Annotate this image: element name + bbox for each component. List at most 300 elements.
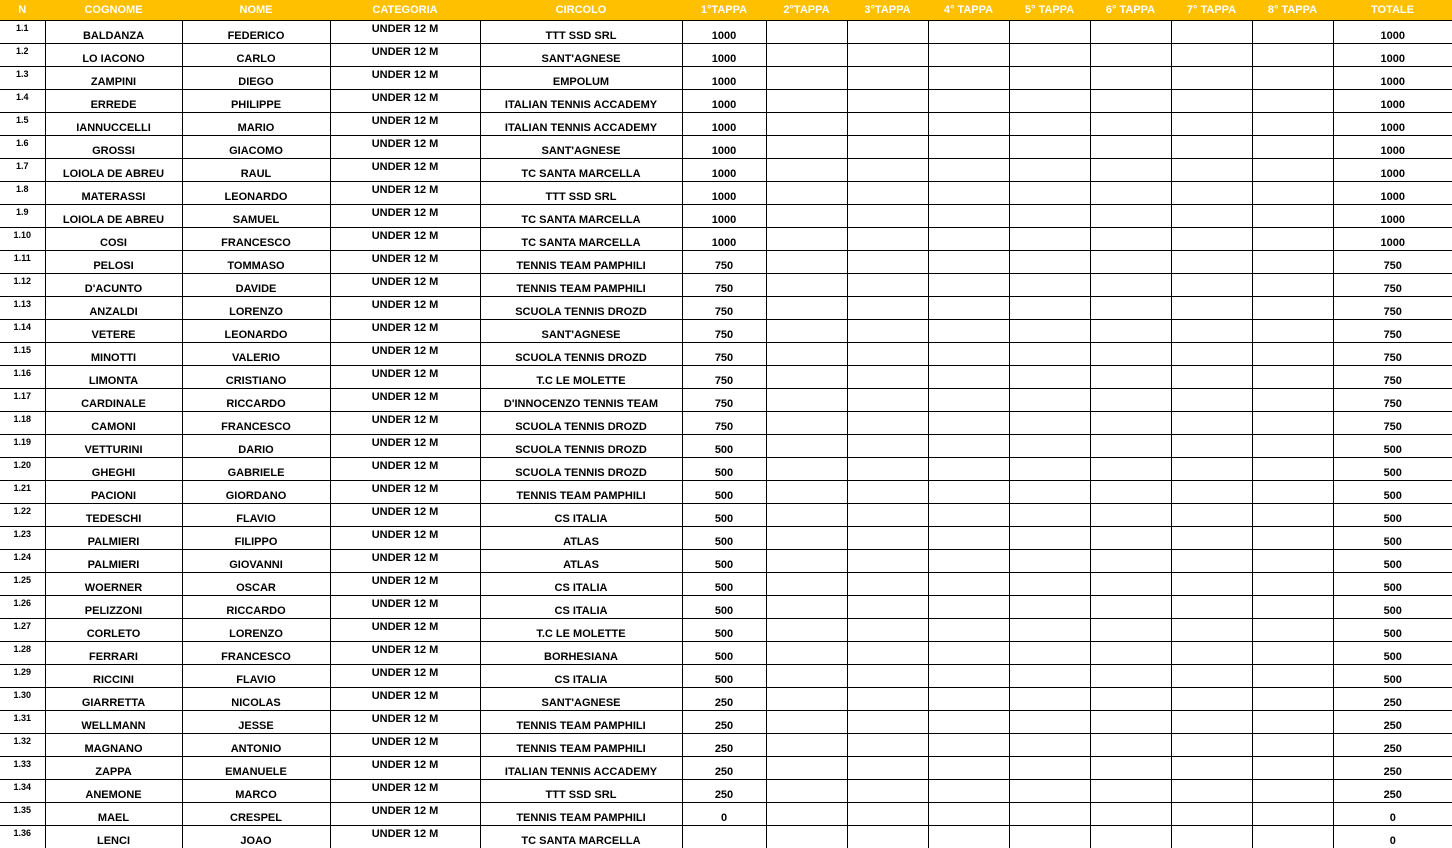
cell-tappa-6 xyxy=(1090,251,1171,274)
cell-tappa-6 xyxy=(1090,619,1171,642)
cell-circolo: SCUOLA TENNIS DROZD xyxy=(480,412,682,435)
cell-circolo: SCUOLA TENNIS DROZD xyxy=(480,458,682,481)
cell-tappa-5 xyxy=(1009,251,1090,274)
cell-tappa-4 xyxy=(928,596,1009,619)
cell-tappa-8 xyxy=(1252,688,1333,711)
cell-n: 1.22 xyxy=(0,504,45,527)
cell-tappa-1: 0 xyxy=(682,803,766,826)
cell-tappa-3 xyxy=(847,320,928,343)
cell-n: 1.13 xyxy=(0,297,45,320)
cell-tappa-3 xyxy=(847,573,928,596)
cell-categoria: UNDER 12 M xyxy=(330,343,480,366)
cell-tappa-1: 1000 xyxy=(682,205,766,228)
cell-tappa-7 xyxy=(1171,803,1252,826)
cell-tappa-2 xyxy=(766,757,847,780)
header-tappa-2: 2°TAPPA xyxy=(766,0,847,21)
cell-tappa-1: 750 xyxy=(682,274,766,297)
cell-tappa-5 xyxy=(1009,573,1090,596)
table-row xyxy=(0,435,1452,458)
cell-nome: VALERIO xyxy=(182,343,330,366)
cell-circolo: TENNIS TEAM PAMPHILI xyxy=(480,711,682,734)
cell-tappa-3 xyxy=(847,504,928,527)
cell-tappa-6 xyxy=(1090,826,1171,848)
cell-nome: PHILIPPE xyxy=(182,90,330,113)
cell-categoria: UNDER 12 M xyxy=(330,251,480,274)
cell-totale: 500 xyxy=(1333,619,1452,642)
cell-tappa-2 xyxy=(766,527,847,550)
cell-tappa-1: 250 xyxy=(682,688,766,711)
cell-tappa-1: 250 xyxy=(682,711,766,734)
cell-tappa-4 xyxy=(928,182,1009,205)
cell-tappa-4 xyxy=(928,389,1009,412)
cell-tappa-5 xyxy=(1009,205,1090,228)
table-row xyxy=(0,320,1452,343)
cell-tappa-8 xyxy=(1252,251,1333,274)
cell-tappa-8 xyxy=(1252,297,1333,320)
cell-nome: RICCARDO xyxy=(182,389,330,412)
cell-tappa-3 xyxy=(847,297,928,320)
cell-totale: 750 xyxy=(1333,412,1452,435)
cell-tappa-4 xyxy=(928,251,1009,274)
cell-categoria: UNDER 12 M xyxy=(330,711,480,734)
cell-cognome: BALDANZA xyxy=(45,21,182,44)
cell-cognome: GHEGHI xyxy=(45,458,182,481)
cell-tappa-1: 750 xyxy=(682,366,766,389)
cell-tappa-3 xyxy=(847,113,928,136)
cell-tappa-5 xyxy=(1009,343,1090,366)
cell-tappa-8 xyxy=(1252,205,1333,228)
cell-tappa-4 xyxy=(928,619,1009,642)
cell-tappa-6 xyxy=(1090,297,1171,320)
cell-tappa-8 xyxy=(1252,619,1333,642)
cell-tappa-1: 250 xyxy=(682,780,766,803)
cell-nome: RAUL xyxy=(182,159,330,182)
cell-tappa-6 xyxy=(1090,274,1171,297)
cell-tappa-8 xyxy=(1252,596,1333,619)
cell-n: 1.19 xyxy=(0,435,45,458)
cell-categoria: UNDER 12 M xyxy=(330,573,480,596)
cell-tappa-2 xyxy=(766,619,847,642)
cell-cognome: CARDINALE xyxy=(45,389,182,412)
cell-tappa-3 xyxy=(847,67,928,90)
cell-cognome: MINOTTI xyxy=(45,343,182,366)
header-tappa-6: 6° TAPPA xyxy=(1090,0,1171,21)
cell-totale: 1000 xyxy=(1333,205,1452,228)
cell-tappa-5 xyxy=(1009,159,1090,182)
cell-tappa-3 xyxy=(847,711,928,734)
cell-tappa-6 xyxy=(1090,412,1171,435)
cell-tappa-7 xyxy=(1171,412,1252,435)
table-row xyxy=(0,113,1452,136)
cell-n: 1.16 xyxy=(0,366,45,389)
cell-tappa-1: 500 xyxy=(682,619,766,642)
table-row xyxy=(0,412,1452,435)
cell-tappa-1: 1000 xyxy=(682,228,766,251)
cell-totale: 250 xyxy=(1333,734,1452,757)
cell-nome: DIEGO xyxy=(182,67,330,90)
cell-categoria: UNDER 12 M xyxy=(330,366,480,389)
cell-cognome: LOIOLA DE ABREU xyxy=(45,205,182,228)
cell-tappa-1: 500 xyxy=(682,642,766,665)
cell-tappa-3 xyxy=(847,21,928,44)
cell-n: 1.2 xyxy=(0,44,45,67)
cell-tappa-2 xyxy=(766,366,847,389)
cell-nome: MARIO xyxy=(182,113,330,136)
cell-categoria: UNDER 12 M xyxy=(330,619,480,642)
cell-nome: GABRIELE xyxy=(182,458,330,481)
cell-tappa-8 xyxy=(1252,458,1333,481)
cell-tappa-6 xyxy=(1090,389,1171,412)
cell-tappa-5 xyxy=(1009,228,1090,251)
cell-tappa-4 xyxy=(928,435,1009,458)
cell-circolo: TENNIS TEAM PAMPHILI xyxy=(480,251,682,274)
table-row xyxy=(0,826,1452,848)
cell-tappa-2 xyxy=(766,803,847,826)
cell-tappa-3 xyxy=(847,412,928,435)
cell-categoria: UNDER 12 M xyxy=(330,688,480,711)
cell-tappa-4 xyxy=(928,67,1009,90)
cell-nome: LEONARDO xyxy=(182,182,330,205)
cell-tappa-7 xyxy=(1171,251,1252,274)
cell-totale: 250 xyxy=(1333,780,1452,803)
cell-tappa-4 xyxy=(928,642,1009,665)
cell-tappa-4 xyxy=(928,803,1009,826)
cell-n: 1.21 xyxy=(0,481,45,504)
cell-circolo: T.C LE MOLETTE xyxy=(480,619,682,642)
cell-categoria: UNDER 12 M xyxy=(330,389,480,412)
cell-circolo: SANT'AGNESE xyxy=(480,688,682,711)
table-row xyxy=(0,780,1452,803)
cell-circolo: EMPOLUM xyxy=(480,67,682,90)
cell-tappa-2 xyxy=(766,90,847,113)
table-row xyxy=(0,251,1452,274)
table-row xyxy=(0,228,1452,251)
cell-totale: 500 xyxy=(1333,573,1452,596)
cell-categoria: UNDER 12 M xyxy=(330,550,480,573)
cell-tappa-2 xyxy=(766,734,847,757)
cell-tappa-8 xyxy=(1252,228,1333,251)
cell-n: 1.24 xyxy=(0,550,45,573)
cell-tappa-7 xyxy=(1171,67,1252,90)
cell-circolo: D'INNOCENZO TENNIS TEAM xyxy=(480,389,682,412)
cell-tappa-3 xyxy=(847,780,928,803)
cell-n: 1.12 xyxy=(0,274,45,297)
cell-tappa-2 xyxy=(766,21,847,44)
cell-tappa-6 xyxy=(1090,665,1171,688)
cell-tappa-6 xyxy=(1090,21,1171,44)
cell-tappa-3 xyxy=(847,228,928,251)
cell-nome: DARIO xyxy=(182,435,330,458)
cell-tappa-5 xyxy=(1009,366,1090,389)
table-row xyxy=(0,458,1452,481)
cell-tappa-1: 750 xyxy=(682,343,766,366)
cell-tappa-5 xyxy=(1009,274,1090,297)
cell-tappa-3 xyxy=(847,136,928,159)
cell-categoria: UNDER 12 M xyxy=(330,320,480,343)
cell-tappa-7 xyxy=(1171,297,1252,320)
cell-n: 1.9 xyxy=(0,205,45,228)
cell-cognome: GIARRETTA xyxy=(45,688,182,711)
cell-tappa-4 xyxy=(928,274,1009,297)
cell-tappa-8 xyxy=(1252,343,1333,366)
cell-tappa-3 xyxy=(847,44,928,67)
cell-cognome: FERRARI xyxy=(45,642,182,665)
cell-totale: 250 xyxy=(1333,757,1452,780)
cell-tappa-1: 250 xyxy=(682,734,766,757)
cell-nome: TOMMASO xyxy=(182,251,330,274)
cell-tappa-3 xyxy=(847,481,928,504)
cell-tappa-4 xyxy=(928,527,1009,550)
cell-tappa-4 xyxy=(928,458,1009,481)
cell-tappa-1: 750 xyxy=(682,297,766,320)
table-row xyxy=(0,389,1452,412)
cell-cognome: MAGNANO xyxy=(45,734,182,757)
cell-tappa-3 xyxy=(847,366,928,389)
cell-n: 1.27 xyxy=(0,619,45,642)
cell-tappa-1: 1000 xyxy=(682,113,766,136)
cell-categoria: UNDER 12 M xyxy=(330,435,480,458)
cell-tappa-8 xyxy=(1252,320,1333,343)
cell-tappa-2 xyxy=(766,320,847,343)
table-row xyxy=(0,711,1452,734)
cell-circolo: CS ITALIA xyxy=(480,573,682,596)
cell-circolo: TC SANTA MARCELLA xyxy=(480,205,682,228)
cell-tappa-4 xyxy=(928,412,1009,435)
cell-tappa-6 xyxy=(1090,435,1171,458)
cell-tappa-4 xyxy=(928,711,1009,734)
table-row xyxy=(0,159,1452,182)
table-row xyxy=(0,343,1452,366)
cell-tappa-7 xyxy=(1171,44,1252,67)
cell-tappa-6 xyxy=(1090,504,1171,527)
cell-tappa-1: 500 xyxy=(682,481,766,504)
table-row xyxy=(0,366,1452,389)
cell-tappa-8 xyxy=(1252,550,1333,573)
cell-cognome: LOIOLA DE ABREU xyxy=(45,159,182,182)
cell-nome: EMANUELE xyxy=(182,757,330,780)
cell-categoria: UNDER 12 M xyxy=(330,182,480,205)
cell-tappa-5 xyxy=(1009,642,1090,665)
cell-circolo: ATLAS xyxy=(480,550,682,573)
cell-tappa-8 xyxy=(1252,734,1333,757)
cell-categoria: UNDER 12 M xyxy=(330,136,480,159)
cell-circolo: SANT'AGNESE xyxy=(480,320,682,343)
cell-nome: DAVIDE xyxy=(182,274,330,297)
cell-tappa-1: 500 xyxy=(682,550,766,573)
cell-tappa-3 xyxy=(847,550,928,573)
header-tappa-7: 7° TAPPA xyxy=(1171,0,1252,21)
cell-tappa-5 xyxy=(1009,90,1090,113)
cell-n: 1.20 xyxy=(0,458,45,481)
cell-tappa-5 xyxy=(1009,67,1090,90)
cell-tappa-4 xyxy=(928,734,1009,757)
cell-tappa-6 xyxy=(1090,320,1171,343)
cell-tappa-6 xyxy=(1090,757,1171,780)
header-nome: NOME xyxy=(182,0,330,21)
cell-tappa-7 xyxy=(1171,458,1252,481)
cell-cognome: COSI xyxy=(45,228,182,251)
cell-circolo: CS ITALIA xyxy=(480,665,682,688)
cell-tappa-7 xyxy=(1171,734,1252,757)
cell-tappa-3 xyxy=(847,251,928,274)
cell-n: 1.18 xyxy=(0,412,45,435)
cell-tappa-8 xyxy=(1252,504,1333,527)
cell-tappa-7 xyxy=(1171,619,1252,642)
cell-nome: OSCAR xyxy=(182,573,330,596)
header-tappa-8: 8° TAPPA xyxy=(1252,0,1333,21)
cell-tappa-7 xyxy=(1171,90,1252,113)
cell-circolo: SCUOLA TENNIS DROZD xyxy=(480,297,682,320)
cell-nome: GIORDANO xyxy=(182,481,330,504)
cell-tappa-5 xyxy=(1009,527,1090,550)
cell-n: 1.11 xyxy=(0,251,45,274)
cell-tappa-4 xyxy=(928,757,1009,780)
cell-tappa-2 xyxy=(766,228,847,251)
cell-tappa-4 xyxy=(928,159,1009,182)
cell-totale: 500 xyxy=(1333,504,1452,527)
cell-tappa-2 xyxy=(766,274,847,297)
cell-n: 1.34 xyxy=(0,780,45,803)
cell-cognome: CAMONI xyxy=(45,412,182,435)
cell-tappa-2 xyxy=(766,113,847,136)
cell-tappa-3 xyxy=(847,596,928,619)
cell-tappa-5 xyxy=(1009,596,1090,619)
cell-circolo: SCUOLA TENNIS DROZD xyxy=(480,435,682,458)
cell-totale: 1000 xyxy=(1333,44,1452,67)
cell-tappa-8 xyxy=(1252,711,1333,734)
cell-tappa-8 xyxy=(1252,67,1333,90)
cell-n: 1.4 xyxy=(0,90,45,113)
cell-totale: 750 xyxy=(1333,274,1452,297)
cell-tappa-7 xyxy=(1171,550,1252,573)
cell-totale: 250 xyxy=(1333,688,1452,711)
cell-totale: 750 xyxy=(1333,343,1452,366)
cell-tappa-6 xyxy=(1090,780,1171,803)
cell-tappa-1: 500 xyxy=(682,458,766,481)
cell-tappa-4 xyxy=(928,320,1009,343)
cell-nome: CRISTIANO xyxy=(182,366,330,389)
cell-tappa-5 xyxy=(1009,297,1090,320)
cell-tappa-7 xyxy=(1171,527,1252,550)
cell-tappa-5 xyxy=(1009,780,1090,803)
cell-tappa-2 xyxy=(766,136,847,159)
cell-totale: 1000 xyxy=(1333,90,1452,113)
cell-tappa-1: 1000 xyxy=(682,90,766,113)
cell-tappa-6 xyxy=(1090,67,1171,90)
cell-tappa-4 xyxy=(928,573,1009,596)
cell-tappa-8 xyxy=(1252,481,1333,504)
cell-cognome: PELIZZONI xyxy=(45,596,182,619)
cell-categoria: UNDER 12 M xyxy=(330,297,480,320)
cell-tappa-6 xyxy=(1090,182,1171,205)
cell-tappa-8 xyxy=(1252,21,1333,44)
cell-n: 1.8 xyxy=(0,182,45,205)
cell-tappa-1: 500 xyxy=(682,573,766,596)
cell-cognome: GROSSI xyxy=(45,136,182,159)
header-totale: TOTALE xyxy=(1333,0,1452,21)
cell-n: 1.17 xyxy=(0,389,45,412)
cell-circolo: TC SANTA MARCELLA xyxy=(480,826,682,848)
header-tappa-1: 1°TAPPA xyxy=(682,0,766,21)
cell-tappa-4 xyxy=(928,826,1009,848)
cell-tappa-6 xyxy=(1090,90,1171,113)
cell-tappa-2 xyxy=(766,458,847,481)
header-n: N xyxy=(0,0,45,21)
cell-categoria: UNDER 12 M xyxy=(330,826,480,848)
table-row xyxy=(0,504,1452,527)
cell-totale: 1000 xyxy=(1333,182,1452,205)
cell-tappa-6 xyxy=(1090,366,1171,389)
cell-tappa-5 xyxy=(1009,481,1090,504)
cell-n: 1.1 xyxy=(0,21,45,44)
cell-circolo: ATLAS xyxy=(480,527,682,550)
cell-tappa-3 xyxy=(847,757,928,780)
cell-tappa-2 xyxy=(766,688,847,711)
cell-tappa-7 xyxy=(1171,136,1252,159)
cell-tappa-8 xyxy=(1252,665,1333,688)
cell-tappa-3 xyxy=(847,389,928,412)
cell-tappa-8 xyxy=(1252,780,1333,803)
header-row xyxy=(0,0,1452,21)
cell-tappa-8 xyxy=(1252,803,1333,826)
cell-tappa-6 xyxy=(1090,642,1171,665)
cell-nome: LORENZO xyxy=(182,297,330,320)
cell-tappa-5 xyxy=(1009,320,1090,343)
table-row xyxy=(0,90,1452,113)
cell-tappa-2 xyxy=(766,412,847,435)
cell-tappa-3 xyxy=(847,803,928,826)
cell-circolo: ITALIAN TENNIS ACCADEMY xyxy=(480,113,682,136)
table-row xyxy=(0,136,1452,159)
cell-n: 1.6 xyxy=(0,136,45,159)
cell-tappa-6 xyxy=(1090,596,1171,619)
table-row xyxy=(0,205,1452,228)
cell-tappa-3 xyxy=(847,665,928,688)
table-row xyxy=(0,757,1452,780)
cell-categoria: UNDER 12 M xyxy=(330,90,480,113)
cell-circolo: TENNIS TEAM PAMPHILI xyxy=(480,481,682,504)
cell-categoria: UNDER 12 M xyxy=(330,642,480,665)
cell-tappa-5 xyxy=(1009,665,1090,688)
header-categoria: CATEGORIA xyxy=(330,0,480,21)
cell-totale: 500 xyxy=(1333,481,1452,504)
cell-tappa-8 xyxy=(1252,642,1333,665)
cell-cognome: D'ACUNTO xyxy=(45,274,182,297)
cell-tappa-3 xyxy=(847,182,928,205)
cell-tappa-2 xyxy=(766,780,847,803)
cell-totale: 500 xyxy=(1333,550,1452,573)
cell-totale: 0 xyxy=(1333,803,1452,826)
cell-nome: FRANCESCO xyxy=(182,412,330,435)
cell-tappa-7 xyxy=(1171,688,1252,711)
cell-tappa-2 xyxy=(766,573,847,596)
cell-tappa-4 xyxy=(928,113,1009,136)
table-row xyxy=(0,688,1452,711)
cell-circolo: TTT SSD SRL xyxy=(480,182,682,205)
table-row xyxy=(0,619,1452,642)
cell-nome: NICOLAS xyxy=(182,688,330,711)
cell-totale: 750 xyxy=(1333,297,1452,320)
table-row xyxy=(0,550,1452,573)
cell-circolo: TTT SSD SRL xyxy=(480,780,682,803)
cell-n: 1.36 xyxy=(0,826,45,848)
cell-tappa-8 xyxy=(1252,573,1333,596)
cell-tappa-1 xyxy=(682,826,766,848)
cell-tappa-7 xyxy=(1171,113,1252,136)
cell-tappa-6 xyxy=(1090,113,1171,136)
cell-tappa-8 xyxy=(1252,113,1333,136)
cell-tappa-7 xyxy=(1171,320,1252,343)
